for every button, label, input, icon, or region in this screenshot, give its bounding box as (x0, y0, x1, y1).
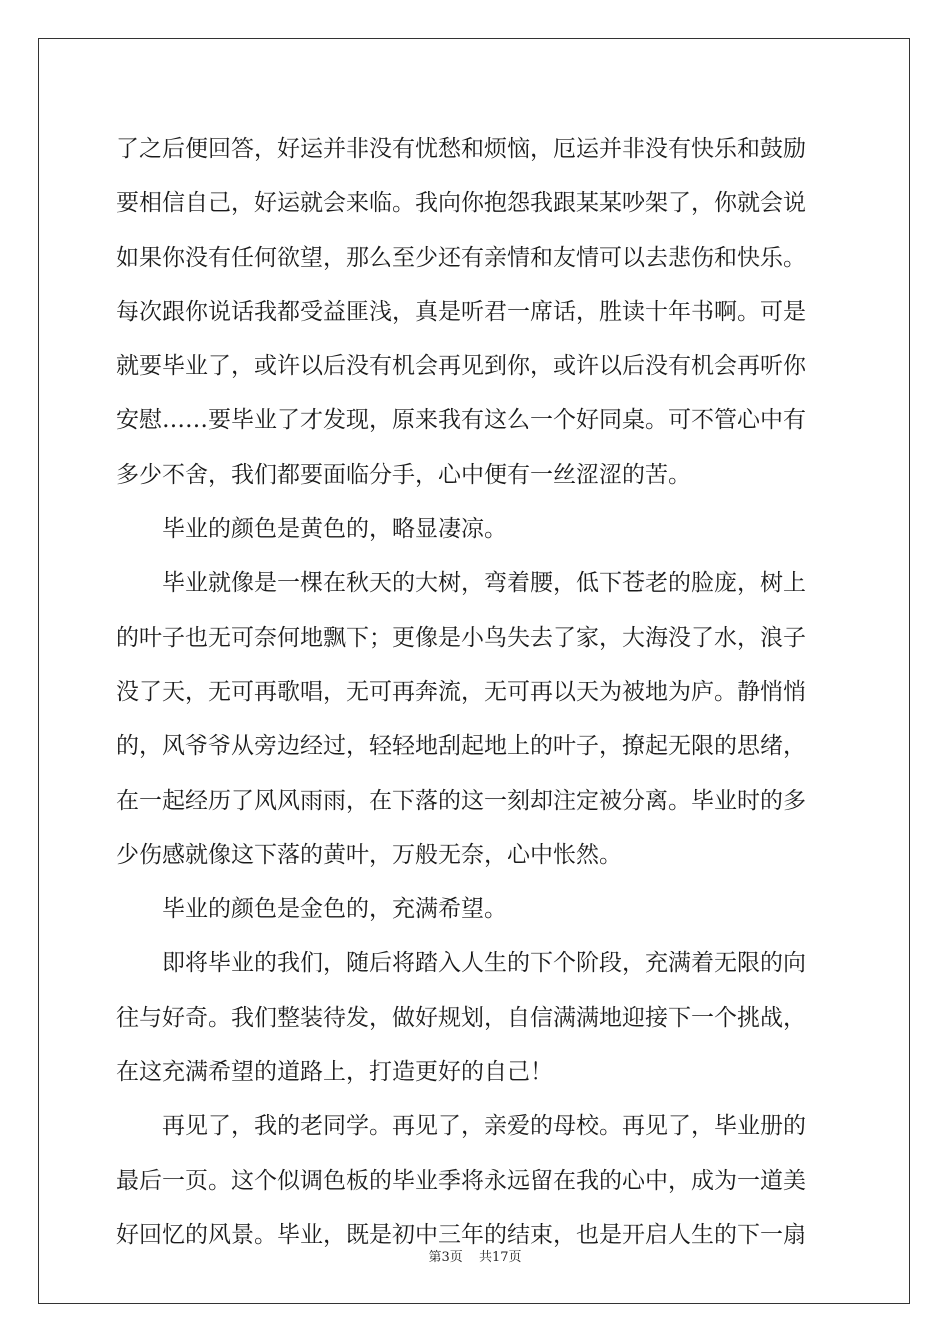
text-line: 再见了，我的老同学。再见了，亲爱的母校。再见了，毕业册的 (162, 1113, 806, 1140)
text-line: 多少不舍，我们都要面临分手，心中便有一丝涩涩的苦。 (116, 461, 691, 488)
text-line: 要相信自己，好运就会来临。我向你抱怨我跟某某吵架了，你就会说 (116, 190, 806, 217)
text-line: 每次跟你说话我都受益匪浅，真是听君一席话，胜读十年书啊。可是 (116, 298, 806, 325)
page-total: 共17页 (478, 1250, 522, 1265)
text-line: 的，风爷爷从旁边经过，轻轻地刮起地上的叶子，撩起无限的思绪， (116, 733, 806, 760)
document-body (116, 122, 832, 1262)
text-line: 了之后便回答，好运并非没有忧愁和烦恼，厄运并非没有快乐和鼓励 (116, 136, 806, 162)
text-line: 在一起经历了风风雨雨，在下落的这一刻却注定被分离。毕业时的多 (116, 787, 806, 814)
text-line: 毕业的颜色是黄色的，略显凄凉。 (162, 516, 507, 543)
text-line: 的叶子也无可奈何地飘下；更像是小鸟失去了家，大海没了水，浪子 (116, 624, 806, 651)
page-number: 第3页 (428, 1250, 463, 1265)
text-line: 少伤感就像这下落的黄叶，万般无奈，心中怅然。 (116, 841, 622, 868)
text-line: 毕业就像是一棵在秋天的大树，弯着腰，低下苍老的脸庞，树上 (162, 570, 806, 597)
text-line: 安慰……要毕业了才发现，原来我有这么一个好同桌。可不管心中有 (116, 407, 806, 434)
text-line: 好回忆的风景。毕业，既是初中三年的结束，也是开启人生的下一扇 (116, 1221, 806, 1248)
text-line: 没了天，无可再歌唱，无可再奔流，无可再以天为被地为庐。静悄悄 (116, 678, 806, 705)
page-footer (0, 1246, 950, 1265)
text-line: 最后一页。这个似调色板的毕业季将永远留在我的心中，成为一道美 (116, 1167, 806, 1194)
text-line: 毕业的颜色是金色的，充满希望。 (162, 896, 507, 923)
text-line: 往与好奇。我们整装待发，做好规划，自信满满地迎接下一个挑战， (116, 1004, 806, 1031)
text-line: 即将毕业的我们，随后将踏入人生的下个阶段，充满着无限的向 (162, 950, 806, 977)
text-line: 就要毕业了，或许以后没有机会再见到你，或许以后没有机会再听你 (116, 353, 806, 380)
text-line: 在这充满希望的道路上，打造更好的自己！ (116, 1059, 553, 1086)
text-line: 如果你没有任何欲望，那么至少还有亲情和友情可以去悲伤和快乐。 (116, 244, 806, 271)
